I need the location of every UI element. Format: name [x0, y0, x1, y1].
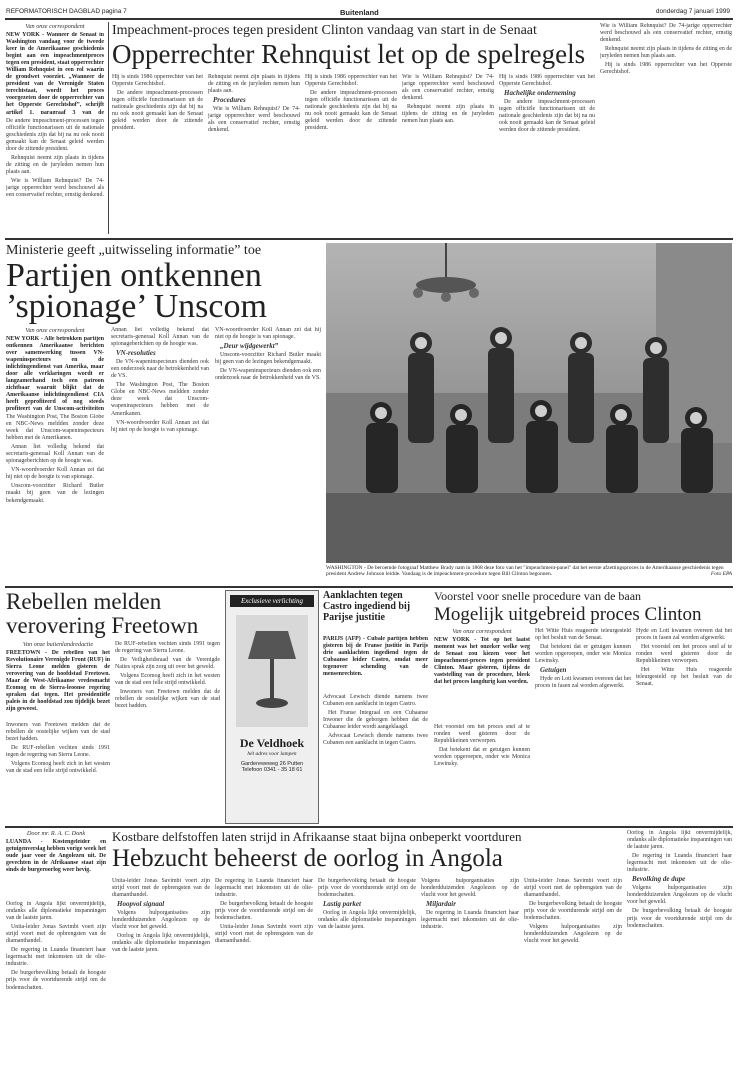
- story5-col1: [434, 724, 530, 822]
- advertisement[interactable]: [225, 590, 319, 824]
- story3-intro: FREETOWN - De rebellen van het Revolutionaire Verenigde Front (RUF) in Sierra Leone melden gisteren de verovering van de hoofdstad Freetown. Maar de West-Afrikaanse vredesmacht Ecomog en de Sierra-leoonse regering spraken dat tegen. Het presidentiële paleis in de hoofdstad zou tijdelijk bezet zijn geweest.: [6, 650, 110, 713]
- story1-para: Wie is William Rehnquist? De 74-jarige opperrechter werd beschouwd als een conservatief rechter, ernstig denkend.: [402, 74, 494, 102]
- story6-col1: [6, 901, 106, 1061]
- story3-para: Volgens Ecomog heeft zich in het westen van de stad een felle strijd ontwikkeld.: [6, 761, 110, 775]
- story1-para: Rehnquist neemt zijn plaats in tijdens de zitting en de juryleden nemen hun plaats aan.: [6, 155, 104, 176]
- story2-para: VN-woordvoerder Koll Annan zei dat hij niet op de hoogte is van spionage.: [215, 327, 321, 341]
- story6-headline: Hebzucht beheerst de oorlog in Angola: [112, 845, 503, 872]
- story1-col1: [6, 118, 104, 233]
- story1-byline: Van onze correspondent: [25, 23, 85, 30]
- story6-para: Volgens hulporganisaties zijn honderdduizenden Angolezen op de vlucht voor het geweld.: [421, 878, 519, 899]
- story6-para: Unita-leider Jonas Savimbi voert zijn strijd voort met de opbrengsten van de diamanthandel.: [112, 878, 210, 899]
- story1-headline: Opperrechter Rehnquist let op de spelregels: [112, 39, 586, 69]
- story6-para: De regering in Luanda financiert haar legermacht met inkomsten uit de olie-industrie.: [215, 878, 313, 899]
- story2-para: Annan liet volledig bekend dat secretaris-generaal Koll Annan van de spionageberichten op de hoogte was.: [111, 327, 209, 348]
- story4-para: Het Franse Integraal en een Cubaanse Inwoner die de geborgen hebben dat de Cubaanse leider wordt aangeklaagd.: [323, 710, 428, 731]
- story5-para: Hyde en Lott kwamen overeen dat het proces in fasen zal worden afgewerkt.: [636, 628, 732, 642]
- story3-headline: Rebellen melden verovering Freetown: [6, 589, 199, 638]
- section-rule: [5, 586, 733, 588]
- story2-para: De VN-wapeninspecteurs dienden ook een onderzoek naar de betrokkenheid van de VS.: [215, 368, 321, 382]
- story5-byline: Van onze correspondent: [452, 628, 512, 635]
- story6-para: Volgens hulporganisaties zijn honderdduizenden Angolezen op de vlucht voor het geweld.: [524, 924, 622, 945]
- story6-col4: [318, 878, 416, 1061]
- story1-subhead: Procedures: [213, 96, 246, 105]
- story5-intro: NEW YORK - Tot op het laatst moment was het onzeker welke weg de Senaat zou kiezen voor het impeachment-proces tegen president Clinton. Maar gisteren, tijdens de vaststelling van de procedure, bleek dat het proces langdurig kan worden.: [434, 637, 530, 686]
- ad-phone: Telefoon 0341 - 35 18 61: [241, 767, 303, 773]
- story3-para: Inwoners van Freetown melden dat de rebellen de oostelijke wijken van de stad bezet hadden.: [6, 722, 110, 743]
- story6-intro: LUANDA - Kostengeleider en getuigenverslag hebben vorige week het oude jaar voor de Angolezen uit. De gevechten in de Afrikaanse staat zijn sinds de burgeroorlog weer hevig.: [6, 839, 106, 874]
- story6-para: De burgerbevolking betaalt de hoogste prijs voor de voortdurende strijd om de bodemschatten.: [6, 970, 106, 991]
- story1-para: Hij is sinds 1986 opperrechter van het Opperste Gerechtshof.: [305, 74, 397, 88]
- story6-subhead: Miljardair: [426, 900, 456, 909]
- story6-subhead: Hoopvol signaal: [117, 900, 165, 909]
- header-section-label: REFORMATORISCH DAGBLAD pagina 7: [6, 8, 127, 15]
- story6-author: Door mr. R. A. C. Donk: [26, 830, 86, 837]
- story2-subhead: VN-resoluties: [116, 349, 156, 358]
- story6-para: Unita-leider Jonas Savimbi voert zijn strijd voort met de opbrengsten van de diamanthandel.: [524, 878, 622, 899]
- story3-col2: [115, 641, 220, 822]
- story6-para: De regering in Luanda financiert haar legermacht met inkomsten uit de olie-industrie.: [6, 947, 106, 968]
- story6-para: De burgerbevolking betaalt de hoogste prijs voor de voortdurende strijd om de bodemschatten.: [627, 908, 732, 929]
- story5-para: Het voorstel om het proces snel af te ronden werd gisteren door de Republikeinen verworpen.: [434, 724, 530, 745]
- story3-byline: Van onze buitenlandredactie: [22, 641, 94, 648]
- story1-col7: [600, 23, 732, 234]
- story5-para: Dat betekent dat er getuigen kunnen worden opgeroepen, onder wie Monica Lewinsky.: [535, 644, 631, 665]
- header-date: donderdag 7 januari 1999: [655, 8, 730, 15]
- story2-byline: Van onze correspondent: [25, 327, 85, 334]
- story5-para: Het voorstel om het proces snel af te ronden werd gisteren door de Republikeinen verworpen.: [636, 644, 732, 665]
- story2-col2: [111, 327, 209, 574]
- story1-para: Hij is sinds 1986 opperrechter van het Opperste Gerechtshof.: [600, 62, 732, 76]
- story4-intro: PARIJS (AFP) - Cubale partijen hebben gisteren bij de Franse justitie in Parijs drie aanklachten ingediend tegen de Cubaanse leider Castro, omdat meer tegenover schending van de mensenrechten.: [323, 636, 428, 678]
- story1-intro: NEW YORK - Wanneer de Senaat in Washington vandaag voor de tweede keer in de Amerikaanse geschiedenis begint aan een impeachmentproces tegen een president, staat opperrechter William Rehnquist in een rol waarin de grondwet voorziet. „Wanneer de president van de Verenigde Staten terechtstaat, wordt het proces voorgezeten door de opperrechter van het Opperste Gerechtshof”, schrijft artikel 1, paragraaf 3 van de: [6, 32, 104, 114]
- story5-subhead: Getuigen: [540, 666, 567, 675]
- story6-kicker: Kostbare delfstoffen laten strijd in Afrikaanse staat bijna onbeperkt voortduren: [112, 829, 522, 844]
- story1-para: De andere impeachment-processen tegen officiële functionarissen uit de nationale geschiedenis zijn dat bij na nu ook nooit gemaakt kan de Senaat geleid werden door de zittende president.: [305, 90, 397, 132]
- story2-para: De VN-wapeninspecteurs dienden ook een onderzoek naar de betrokkenheid van de VS.: [111, 359, 209, 380]
- story6-para: De burgerbevolking betaalt de hoogste prijs voor de voortdurende strijd om de bodemschatten.: [215, 901, 313, 922]
- story1-para: Wie is William Rehnquist? De 74-jarige opperrechter werd beschouwd als een conservatief rechter, ernstig denkend.: [208, 106, 300, 134]
- ad-subtitle: hét adres voor lampen: [247, 751, 297, 757]
- photo-caption: [326, 565, 732, 585]
- story2-headline: Partijen ontkennen ’spionage’ Unscom: [6, 257, 267, 325]
- story6-para: De burgerbevolking betaalt de hoogste prijs voor de voortdurende strijd om de bodemschatten.: [524, 901, 622, 922]
- story5-para: Dat betekent dat er getuigen kunnen worden opgeroepen, onder wie Monica Lewinsky.: [434, 747, 530, 768]
- story2-para: Annan liet volledig bekend dat secretaris-generaal Koll Annan van de spionageberichten op de hoogte was.: [6, 444, 104, 465]
- story1-para: De andere impeachment-processen tegen officiële functionarissen uit de nationale geschiedenis zijn dat bij na nu ook nooit gemaakt kan de Senaat geleid werden door de zittende president.: [112, 90, 203, 132]
- header-rule: [5, 18, 733, 20]
- story2-kicker: Ministerie geeft „uitwisseling informatie” toe: [6, 243, 262, 258]
- story5-col3: [636, 628, 732, 822]
- story2-para: Unscom-voorzitter Richard Butler maakt bij geen van de lezingen bekendgemaakt.: [6, 483, 104, 504]
- story6-para: Unita-leider Jonas Savimbi voert zijn strijd voort met de opbrengsten van de diamanthandel.: [6, 924, 106, 945]
- story5-kicker: Voorstel voor snelle procedure van de baan: [434, 589, 642, 603]
- section-rule: [5, 238, 733, 240]
- story1-para: Hij is sinds 1986 opperrechter van het Opperste Gerechtshof.: [499, 74, 595, 88]
- story1-para: Rehnquist neemt zijn plaats in tijdens de zitting en de juryleden nemen hun plaats aan.: [208, 74, 300, 95]
- story1-para: De andere impeachment-processen tegen officiële functionarissen uit de nationale geschiedenis zijn dat bij na nu ook nooit gemaakt kan de Senaat geleid werden door de zittende president.: [499, 99, 595, 134]
- story6-col3: [215, 878, 313, 1061]
- story2-col3: [215, 327, 321, 574]
- story3-para: Volgens Ecomog heeft zich in het westen van de stad een felle strijd ontwikkeld.: [115, 673, 220, 687]
- story6-col2: [112, 878, 210, 1061]
- story2-intro: NEW YORK - Alle betrokken partijen ontkennen Amerikaanse berichten over samenwerking tussen VN-wapeninspecteurs en de inlichtingendienst van Amerika, maar door alle verklaringen wordt er langzamerhand toch een patroon zichtbaar waaruit blijkt dat de Amerikaanse inlichtingendienst CIA heeft geprofiteerd of nog steeds profiteert van de Unscom-activiteiten: [6, 336, 104, 412]
- historic-group-photo: [326, 243, 732, 563]
- photo-credit: Foto EPA: [710, 571, 732, 578]
- story4-para: Advocaat Lewisch diende namens twee Cubanen een aanklacht in tegen Castro.: [323, 733, 428, 747]
- story2-para: The Washington Post, The Boston Globe en NBC-News meldden zonder deze week dat Unscom-wapeninspecteurs hebben met de Amerikanen.: [111, 382, 209, 417]
- story1-col2: [112, 74, 203, 234]
- story5-para: Het Witte Huis reageerde teleurgesteld op het besluit van de Senaat.: [535, 628, 631, 642]
- story5-col2: [535, 628, 631, 822]
- story2-para: VN-woordvoerder Koll Annan zei dat hij niet op de hoogte is van spionage.: [111, 419, 209, 433]
- story1-para: Wie is William Rehnquist? De 74-jarige opperrechter werd beschouwd als een conservatief rechter, ernstig denkend.: [600, 23, 732, 44]
- story6-para: De regering in Luanda financiert haar legermacht met inkomsten uit de olie-industrie.: [421, 910, 519, 931]
- story6-subhead: Lastig parket: [323, 900, 361, 909]
- story1-col6: [499, 74, 595, 234]
- story2-subhead: „Deur wijdgewerkt”: [220, 342, 279, 351]
- ad-title: Exclusieve verlichting: [230, 595, 314, 607]
- story6-para: Oorlog in Angola lijkt onvermijdelijk, ondanks alle diplomatieke inspanningen van de laatste jaren.: [112, 933, 210, 954]
- column-divider: [108, 22, 109, 234]
- story1-col3: [208, 74, 300, 234]
- story1-para: Rehnquist neemt zijn plaats in tijdens de zitting en de juryleden nemen hun plaats aan.: [402, 104, 494, 125]
- story1-kicker: Impeachment-proces tegen president Clinton vandaag van start in de Senaat: [112, 23, 537, 38]
- header-section-title: Buitenland: [340, 8, 379, 17]
- story1-para: Wie is William Rehnquist? De 74-jarige opperrechter werd beschouwd als een conservatief rechter, ernstig denkend.: [6, 178, 104, 199]
- story2-para: Unscom-voorzitter Richard Butler maakt bij geen van de lezingen bekendgemaakt.: [215, 352, 321, 366]
- story6-para: Volgens hulporganisaties zijn honderdduizenden Angolezen op de vlucht voor het geweld.: [112, 910, 210, 931]
- story1-para: De andere impeachment-processen tegen officiële functionarissen uit de nationale geschiedenis zijn dat bij na nu ook nooit gemaakt kan de Senaat geleid werden door de zittende president.: [6, 118, 104, 153]
- story6-para: De burgerbevolking betaalt de hoogste prijs voor de voortdurende strijd om de bodemschatten.: [318, 878, 416, 899]
- story2-para: VN-woordvoerder Koll Annan zei dat hij niet op de hoogte is van spionage.: [6, 467, 104, 481]
- section-rule: [5, 826, 733, 828]
- story5-headline: Mogelijk uitgebreid proces Clinton: [434, 604, 702, 625]
- story1-para: Rehnquist neemt zijn plaats in tijdens de zitting en de juryleden nemen hun plaats aan.: [600, 46, 732, 60]
- story6-para: Unita-leider Jonas Savimbi voert zijn strijd voort met de opbrengsten van de diamanthandel.: [215, 924, 313, 945]
- story6-subhead: Bevolking de dupe: [632, 875, 686, 884]
- story6-col6: [524, 878, 622, 1061]
- story4-headline: Aanklachten tegen Castro ingediend bij Parijse justitie: [323, 590, 411, 623]
- story1-para: Hij is sinds 1986 opperrechter van het Opperste Gerechtshof.: [112, 74, 203, 88]
- ad-address: Gardereweweg 26 Putten: [240, 761, 304, 767]
- story6-para: Volgens hulporganisaties zijn honderdduizenden Angolezen op de vlucht voor het geweld.: [627, 885, 732, 906]
- story5-para: Het Witte Huis reageerde teleurgesteld op het besluit van de Senaat.: [636, 667, 732, 688]
- photo-caption-text: WASHINGTON - De beroemde fotograaf Matthew Brady nam in 1868 deze foto van het "impeachment-panel" dat het eerste afzettingsproces in de Amerikaanse geschiedenis tegen president Andrew Johnson leidde. Vandaag is de impeachment-procedure tegen Bill Clinton begonnen.: [326, 565, 724, 578]
- story6-para: Oorlog in Angola lijkt onvermijdelijk, ondanks alle diplomatieke inspanningen van de laatste jaren.: [318, 910, 416, 931]
- story3-para: De RUF-rebellen vechten sinds 1991 tegen de regering van Sierra Leone.: [6, 745, 110, 759]
- story1-subhead: Hachelijke onderneming: [504, 89, 576, 98]
- story3-para: De Veiligheidsraad van de Verenigde Naties sprak zijn zorg uit over het geweld.: [115, 657, 220, 671]
- story6-col7: [627, 830, 732, 1061]
- photo-illustration: [326, 243, 732, 563]
- story1-col5: [402, 74, 494, 234]
- story5-para: Hyde en Lott kwamen overeen dat het proces in fasen zal worden afgewerkt.: [535, 676, 631, 690]
- story2-para: The Washington Post, The Boston Globe en NBC-News meldden zonder deze week dat Unscom-wapeninspecteurs hebben met de Amerikanen.: [6, 414, 104, 442]
- story6-para: Oorlog in Angola lijkt onvermijdelijk, ondanks alle diplomatieke inspanningen van de laatste jaren.: [627, 830, 732, 851]
- story4-para: Advocaat Lewisch diende namens twee Cubanen een aanklacht in tegen Castro.: [323, 694, 428, 708]
- story1-col4: [305, 74, 397, 234]
- story6-col5: [421, 878, 519, 1061]
- story6-para: Oorlog in Angola lijkt onvermijdelijk, ondanks alle diplomatieke inspanningen van de laatste jaren.: [6, 901, 106, 922]
- story6-para: De regering in Luanda financiert haar legermacht met inkomsten uit de olie-industrie.: [627, 853, 732, 874]
- lamp-icon: [226, 611, 318, 731]
- ad-name: De Veldhoek: [239, 736, 305, 750]
- story3-col1: [6, 722, 110, 822]
- story3-para: De RUF-rebellen vechten sinds 1991 tegen de regering van Sierra Leone.: [115, 641, 220, 655]
- story4-col1: [323, 694, 428, 822]
- story3-para: Inwoners van Freetown melden dat de rebellen de oostelijke wijken van de stad bezet hadden.: [115, 689, 220, 710]
- story2-col1: [6, 414, 104, 574]
